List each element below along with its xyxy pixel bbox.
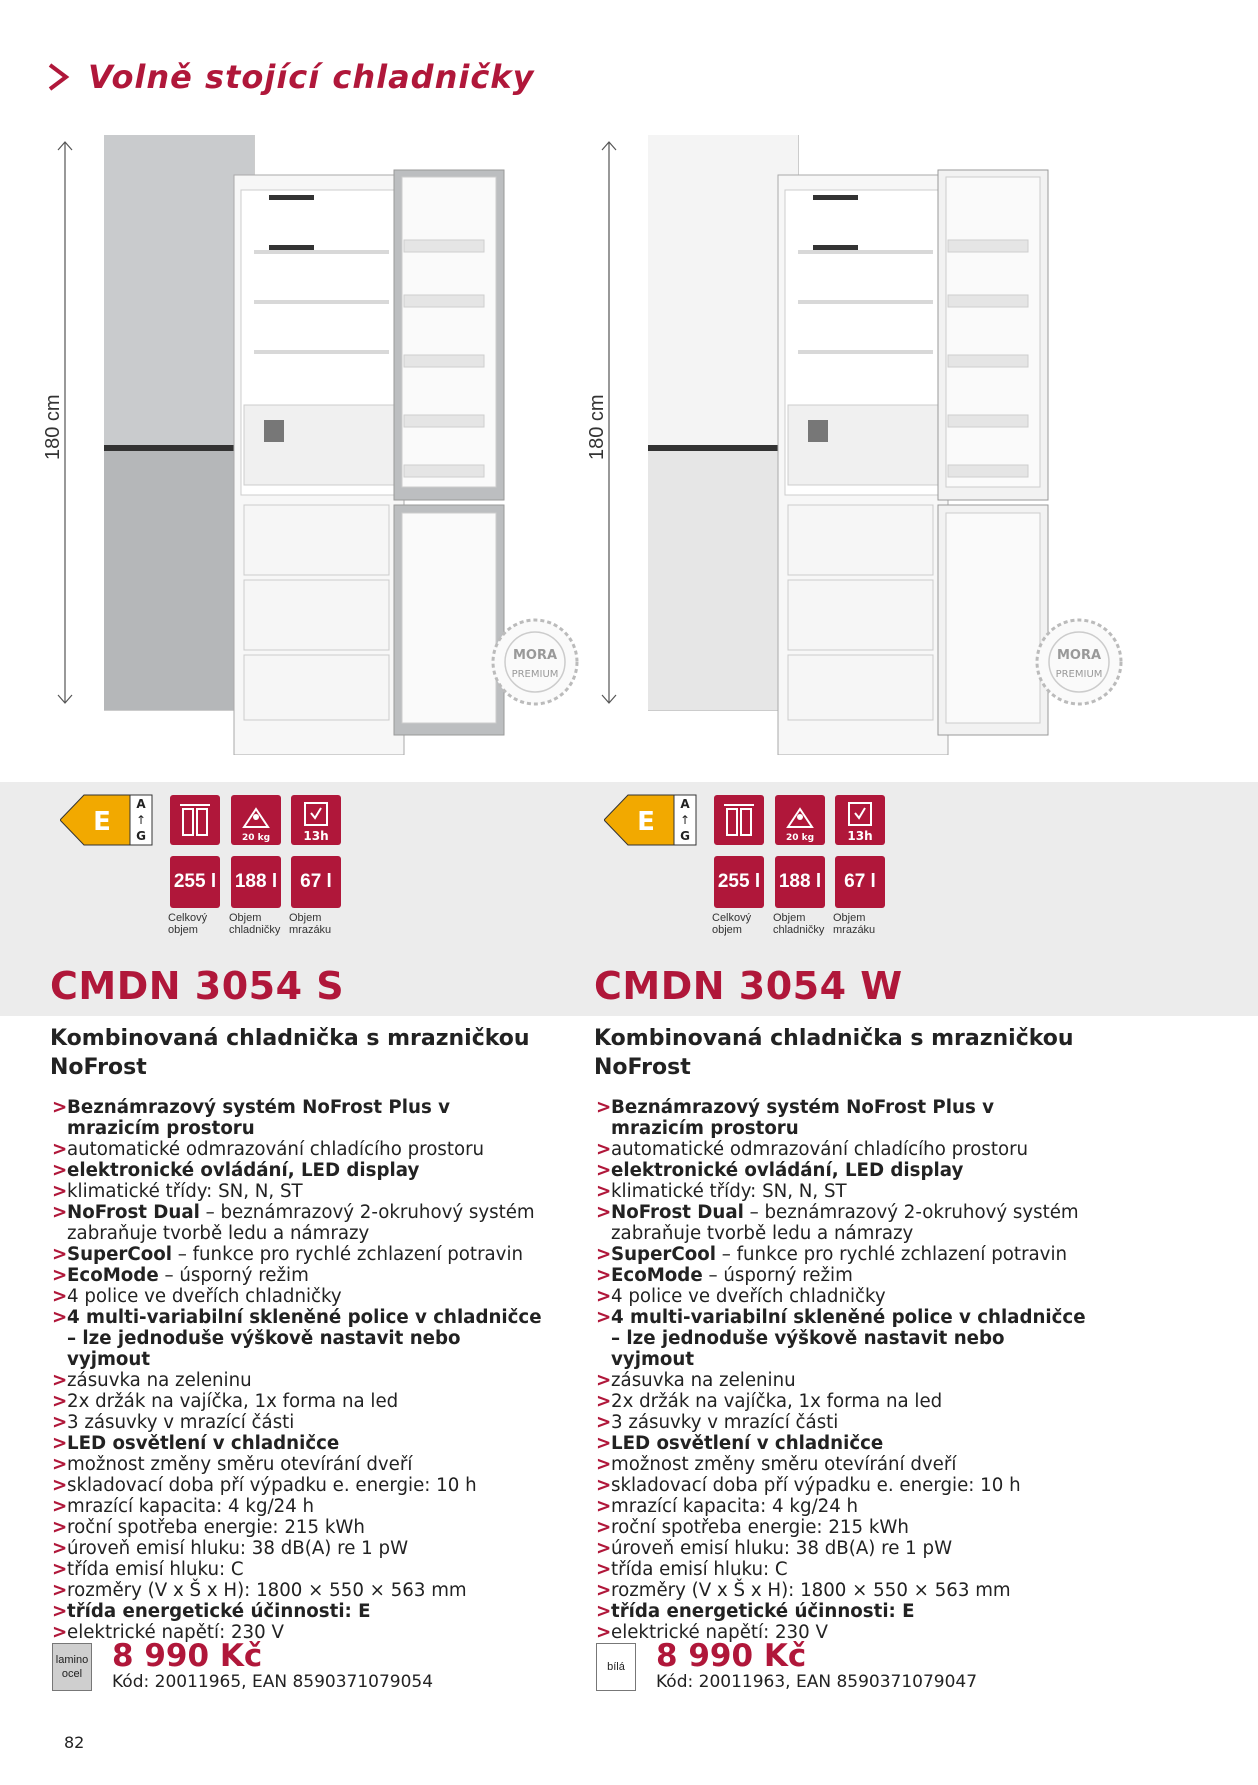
feature-text: 4 police ve dveřích chladničky xyxy=(611,1286,886,1307)
feature-text: zásuvka na zeleninu xyxy=(611,1370,796,1391)
feature-text: rozměry (V x Š x H): 1800 × 550 × 563 mm xyxy=(611,1580,1011,1601)
feature-item xyxy=(52,1559,542,1580)
feature-item xyxy=(596,1601,1086,1622)
feature-list xyxy=(596,1097,1086,1643)
feature-item xyxy=(52,1202,542,1244)
feature-text: automatické odmrazování chladícího prostoru xyxy=(611,1139,1029,1160)
feature-text: mrazící kapacita: 4 kg/24 h xyxy=(611,1496,859,1517)
feature-item xyxy=(52,1097,542,1139)
feature-text: – funkce pro rychlé zchlazení potravin xyxy=(715,1244,1068,1265)
energy-scale-bottom: G xyxy=(136,829,146,843)
feature-text: zásuvka na zeleninu xyxy=(67,1370,252,1391)
storage-time-icon xyxy=(835,795,885,845)
feature-item xyxy=(596,1370,1086,1391)
feature-bold-text: elektronické ovládání, LED display xyxy=(67,1160,420,1181)
feature-text: elektrické napětí: 230 V xyxy=(67,1622,284,1643)
product-card xyxy=(544,0,1134,1785)
svg-text:13h: 13h xyxy=(847,829,873,843)
price: 8 990 Kč xyxy=(656,1638,807,1674)
feature-item xyxy=(596,1244,1086,1265)
seal-top-text: MORA xyxy=(512,648,558,663)
feature-text: skladovací doba pří výpadku e. energie: 10 h xyxy=(67,1475,477,1496)
feature-bold-text: NoFrost Dual xyxy=(67,1202,200,1223)
height-label: 180 cm xyxy=(586,394,608,460)
energy-scale-top: A xyxy=(136,797,146,811)
volume-label: Celkový objem xyxy=(168,912,208,936)
freezing-capacity-icon xyxy=(775,795,825,845)
product-subtitle: Kombinovaná chladnička s mrazničkou NoFrost xyxy=(50,1026,530,1080)
feature-bold-text: LED osvětlení v chladničce xyxy=(611,1433,884,1454)
feature-item xyxy=(596,1433,1086,1454)
energy-scale-arrow: ↑ xyxy=(135,813,147,827)
feature-text: klimatické třídy: SN, N, ST xyxy=(611,1181,847,1202)
feature-item xyxy=(596,1202,1086,1244)
feature-item xyxy=(52,1580,542,1601)
feature-item xyxy=(52,1391,542,1412)
product-code: Kód: 20011963, EAN 8590371079047 xyxy=(656,1672,978,1692)
feature-bold-text: SuperCool xyxy=(67,1244,172,1265)
volume-label: Celkový objem xyxy=(712,912,752,936)
feature-item xyxy=(596,1538,1086,1559)
feature-bold-text: SuperCool xyxy=(611,1244,716,1265)
feature-item xyxy=(596,1181,1086,1202)
feature-bold-text: Beznámrazový systém NoFrost Plus v mrazicím prostoru xyxy=(611,1097,994,1139)
nofrost-icon xyxy=(170,795,220,845)
feature-bold-text: 4 multi-variabilní skleněné police v chladničce – lze jednoduše výškově nastavit nebo vyjmout xyxy=(611,1307,1086,1370)
feature-item xyxy=(596,1559,1086,1580)
feature-item xyxy=(52,1412,542,1433)
feature-text: 3 zásuvky v mrazící části xyxy=(67,1412,295,1433)
feature-bold-text: třída energetické účinnosti: E xyxy=(611,1601,915,1622)
feature-text: skladovací doba pří výpadku e. energie: 10 h xyxy=(611,1475,1021,1496)
feature-text: automatické odmrazování chladícího prostoru xyxy=(67,1139,485,1160)
feature-item xyxy=(596,1265,1086,1286)
premium-seal-icon xyxy=(1032,615,1127,710)
svg-text:20 kg: 20 kg xyxy=(241,833,271,843)
feature-bold-text: EcoMode xyxy=(67,1265,159,1286)
fridge-illustration xyxy=(648,135,1088,759)
feature-item xyxy=(52,1286,542,1307)
feature-item xyxy=(596,1307,1086,1370)
feature-text: mrazící kapacita: 4 kg/24 h xyxy=(67,1496,315,1517)
feature-text: – úsporný režim xyxy=(158,1265,309,1286)
fridge-image xyxy=(648,135,1088,755)
price: 8 990 Kč xyxy=(112,1638,263,1674)
feature-bold-text: třída energetické účinnosti: E xyxy=(67,1601,371,1622)
feature-item xyxy=(52,1307,542,1370)
energy-label xyxy=(60,794,154,846)
feature-item xyxy=(596,1391,1086,1412)
feature-bold-text: Beznámrazový systém NoFrost Plus v mrazicím prostoru xyxy=(67,1097,450,1139)
volume-value: 67 l xyxy=(291,856,341,908)
product-code: Kód: 20011965, EAN 8590371079054 xyxy=(112,1672,434,1692)
feature-item xyxy=(52,1454,542,1475)
volume-label: Objem chladničky xyxy=(229,912,281,936)
feature-text: třída emisí hluku: C xyxy=(67,1559,244,1580)
volume-value: 255 l xyxy=(714,856,764,908)
feature-text: – beznámrazový 2-okruhový systém zabraňuje tvorbě ledu a námrazy xyxy=(611,1202,1079,1244)
energy-label xyxy=(604,794,698,846)
feature-text: úroveň emisí hluku: 38 dB(A) re 1 pW xyxy=(611,1538,953,1559)
feature-item xyxy=(52,1244,542,1265)
feature-item xyxy=(52,1538,542,1559)
feature-item xyxy=(52,1139,542,1160)
volume-value: 67 l xyxy=(835,856,885,908)
energy-scale-arrow: ↑ xyxy=(679,813,691,827)
volume-value: 188 l xyxy=(775,856,825,908)
feature-text: – funkce pro rychlé zchlazení potravin xyxy=(171,1244,524,1265)
feature-text: roční spotřeba energie: 215 kWh xyxy=(611,1517,909,1538)
feature-text: rozměry (V x Š x H): 1800 × 550 × 563 mm xyxy=(67,1580,467,1601)
seal-bottom-text: PREMIUM xyxy=(1055,669,1103,680)
feature-item xyxy=(596,1454,1086,1475)
feature-bold-text: NoFrost Dual xyxy=(611,1202,744,1223)
height-label: 180 cm xyxy=(42,394,64,460)
energy-scale-bottom: G xyxy=(680,829,690,843)
feature-bold-text: elektronické ovládání, LED display xyxy=(611,1160,964,1181)
svg-text:13h: 13h xyxy=(303,829,329,843)
energy-scale-top: A xyxy=(680,797,690,811)
color-swatch: bílá xyxy=(596,1643,636,1691)
volume-value: 188 l xyxy=(231,856,281,908)
feature-text: možnost změny směru otevírání dveří xyxy=(611,1454,957,1475)
feature-item xyxy=(596,1097,1086,1139)
feature-text: roční spotřeba energie: 215 kWh xyxy=(67,1517,365,1538)
feature-text: elektrické napětí: 230 V xyxy=(611,1622,828,1643)
feature-item xyxy=(596,1517,1086,1538)
storage-time-icon xyxy=(291,795,341,845)
feature-item xyxy=(596,1475,1086,1496)
feature-text: možnost změny směru otevírání dveří xyxy=(67,1454,413,1475)
feature-item xyxy=(52,1475,542,1496)
svg-text:20 kg: 20 kg xyxy=(785,833,815,843)
feature-text: 4 police ve dveřích chladničky xyxy=(67,1286,342,1307)
nofrost-icon xyxy=(714,795,764,845)
feature-item xyxy=(52,1265,542,1286)
feature-bold-text: EcoMode xyxy=(611,1265,703,1286)
feature-item xyxy=(596,1412,1086,1433)
feature-text: 2x držák na vajíčka, 1x forma na led xyxy=(611,1391,943,1412)
feature-text: úroveň emisí hluku: 38 dB(A) re 1 pW xyxy=(67,1538,409,1559)
feature-item xyxy=(596,1139,1086,1160)
feature-item xyxy=(52,1496,542,1517)
volume-value: 255 l xyxy=(170,856,220,908)
volume-label: Objem chladničky xyxy=(773,912,825,936)
product-subtitle: Kombinovaná chladnička s mrazničkou NoFrost xyxy=(594,1026,1074,1080)
seal-bottom-text: PREMIUM xyxy=(511,669,559,680)
page-title: Volně stojící chladničky xyxy=(88,58,535,96)
feature-text: 3 zásuvky v mrazící části xyxy=(611,1412,839,1433)
page-number: 82 xyxy=(64,1733,85,1752)
feature-item xyxy=(596,1160,1086,1181)
feature-text: – beznámrazový 2-okruhový systém zabraňuje tvorbě ledu a námrazy xyxy=(67,1202,535,1244)
feature-item xyxy=(596,1580,1086,1601)
fridge-illustration xyxy=(104,135,544,759)
feature-item xyxy=(52,1370,542,1391)
feature-text: klimatické třídy: SN, N, ST xyxy=(67,1181,303,1202)
volume-label: Objem mrazáku xyxy=(833,912,876,936)
feature-item xyxy=(52,1433,542,1454)
feature-item xyxy=(52,1181,542,1202)
product-card xyxy=(0,0,590,1785)
feature-bold-text: 4 multi-variabilní skleněné police v chladničce – lze jednoduše výškově nastavit nebo vyjmout xyxy=(67,1307,542,1370)
feature-item xyxy=(596,1286,1086,1307)
color-swatch: lamino ocel xyxy=(52,1643,92,1691)
energy-class: E xyxy=(93,807,111,837)
feature-item xyxy=(596,1496,1086,1517)
fridge-image xyxy=(104,135,544,755)
feature-list xyxy=(52,1097,542,1643)
feature-item xyxy=(52,1160,542,1181)
model-name: CMDN 3054 W xyxy=(594,964,903,1008)
feature-bold-text: LED osvětlení v chladničce xyxy=(67,1433,340,1454)
energy-class: E xyxy=(637,807,655,837)
feature-text: třída emisí hluku: C xyxy=(611,1559,788,1580)
feature-text: – úsporný režim xyxy=(702,1265,853,1286)
volume-label: Objem mrazáku xyxy=(289,912,332,936)
feature-text: 2x držák na vajíčka, 1x forma na led xyxy=(67,1391,399,1412)
model-name: CMDN 3054 S xyxy=(50,964,345,1008)
seal-top-text: MORA xyxy=(1056,648,1102,663)
feature-item xyxy=(52,1517,542,1538)
feature-item xyxy=(52,1601,542,1622)
freezing-capacity-icon xyxy=(231,795,281,845)
